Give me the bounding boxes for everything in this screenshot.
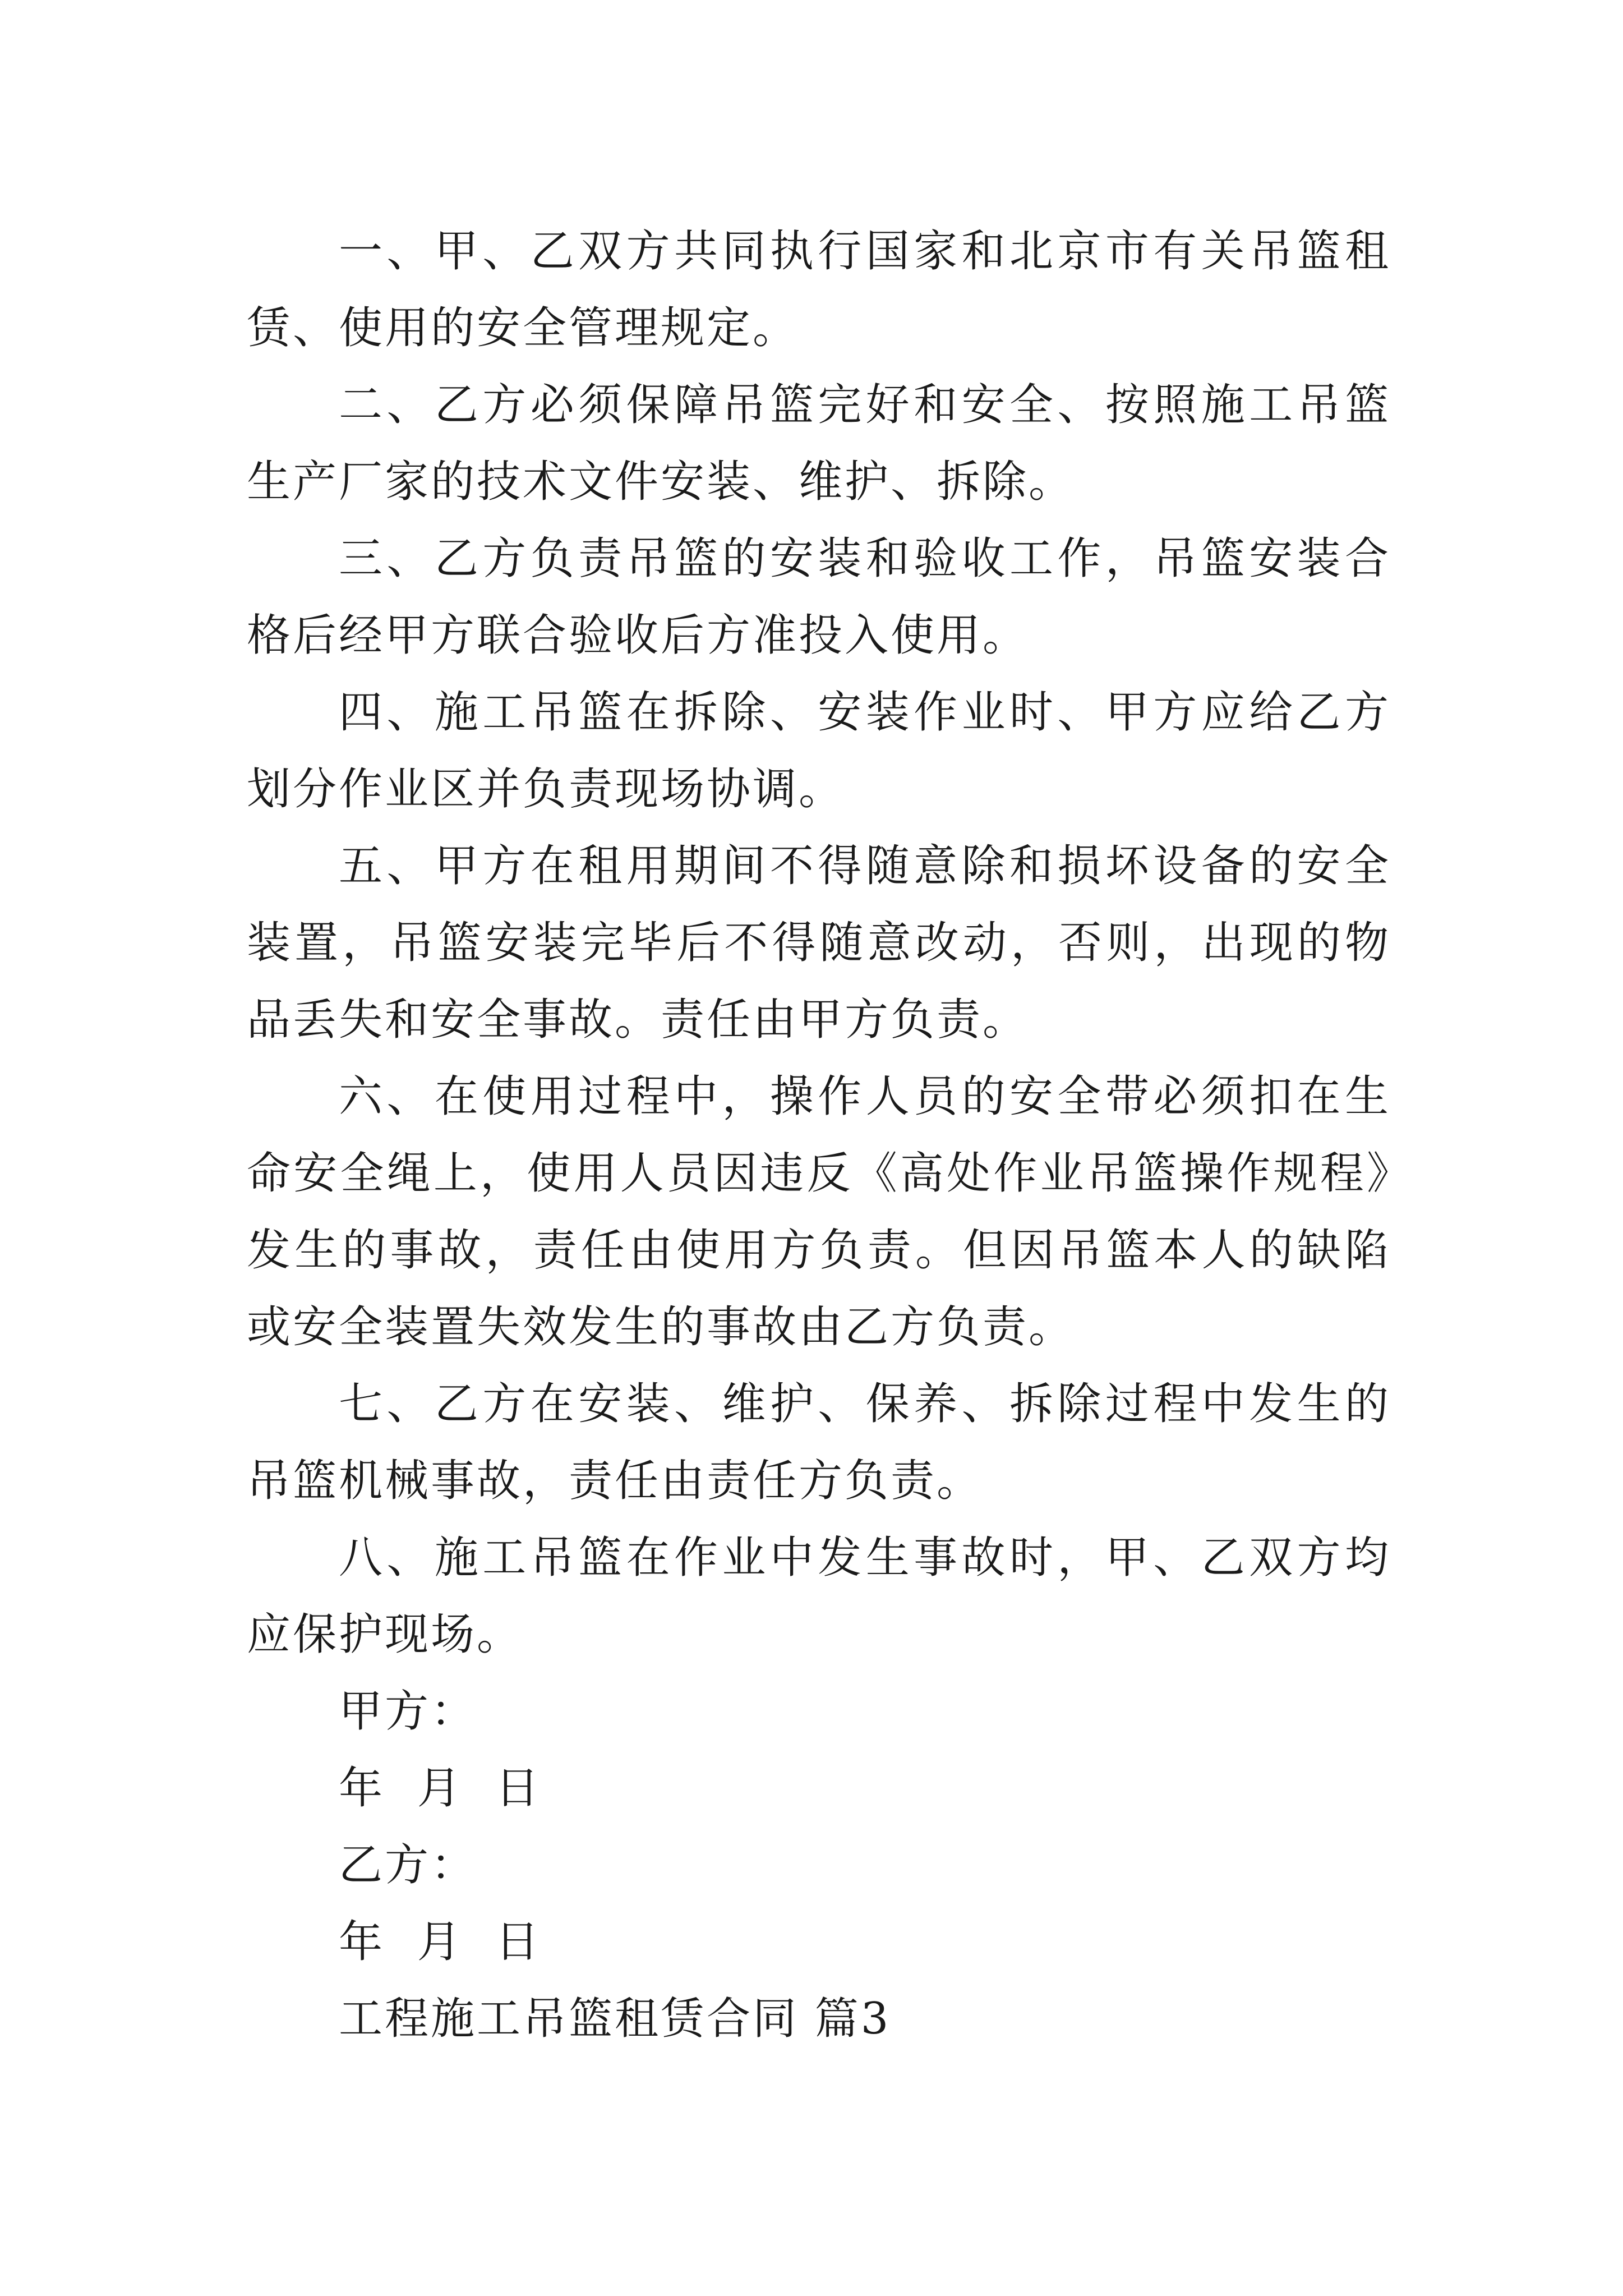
clause-3: 三、乙方负责吊篮的安装和验收工作，吊篮安装合格后经甲方联合验收后方准投入使用。	[247, 533, 1391, 661]
clause-4: 四、施工吊篮在拆除、安装作业时、甲方应给乙方划分作业区并负责现场协调。	[247, 687, 1391, 815]
contract-body	[247, 213, 1391, 2058]
clause-1: 一、甲、乙双方共同执行国家和北京市有关吊篮租赁、使用的安全管理规定。	[247, 226, 1391, 353]
clause-2: 二、乙方必须保障吊篮完好和安全、按照施工吊篮生产厂家的技术文件安装、维护、拆除。	[247, 380, 1391, 507]
party-b-label: 乙方：	[339, 1840, 477, 1890]
party-b-date: 年 月 日	[339, 1917, 542, 1967]
clause-5: 五、甲方在租用期间不得随意除和损坏设备的安全装置，吊篮安装完毕后不得随意改动，否则，出现的物品丢失和安全事故。责任由甲方负责。	[247, 841, 1391, 1045]
next-section-title: 工程施工吊篮租赁合同 篇3	[339, 1994, 891, 2044]
party-a-date: 年 月 日	[339, 1763, 542, 1814]
clause-8: 八、施工吊篮在作业中发生事故时，甲、乙双方均应保护现场。	[247, 1533, 1391, 1660]
party-a-label: 甲方：	[339, 1686, 477, 1737]
clause-7: 七、乙方在安装、维护、保养、拆除过程中发生的吊篮机械事故，责任由责任方负责。	[247, 1379, 1391, 1506]
clause-6: 六、在使用过程中，操作人员的安全带必须扣在生命安全绳上，使用人员因违反《高处作业吊篮操作规程》发生的事故，责任由使用方负责。但因吊篮本人的缺陷或安全装置失效发生的事故由乙方负责。	[247, 1071, 1391, 1352]
